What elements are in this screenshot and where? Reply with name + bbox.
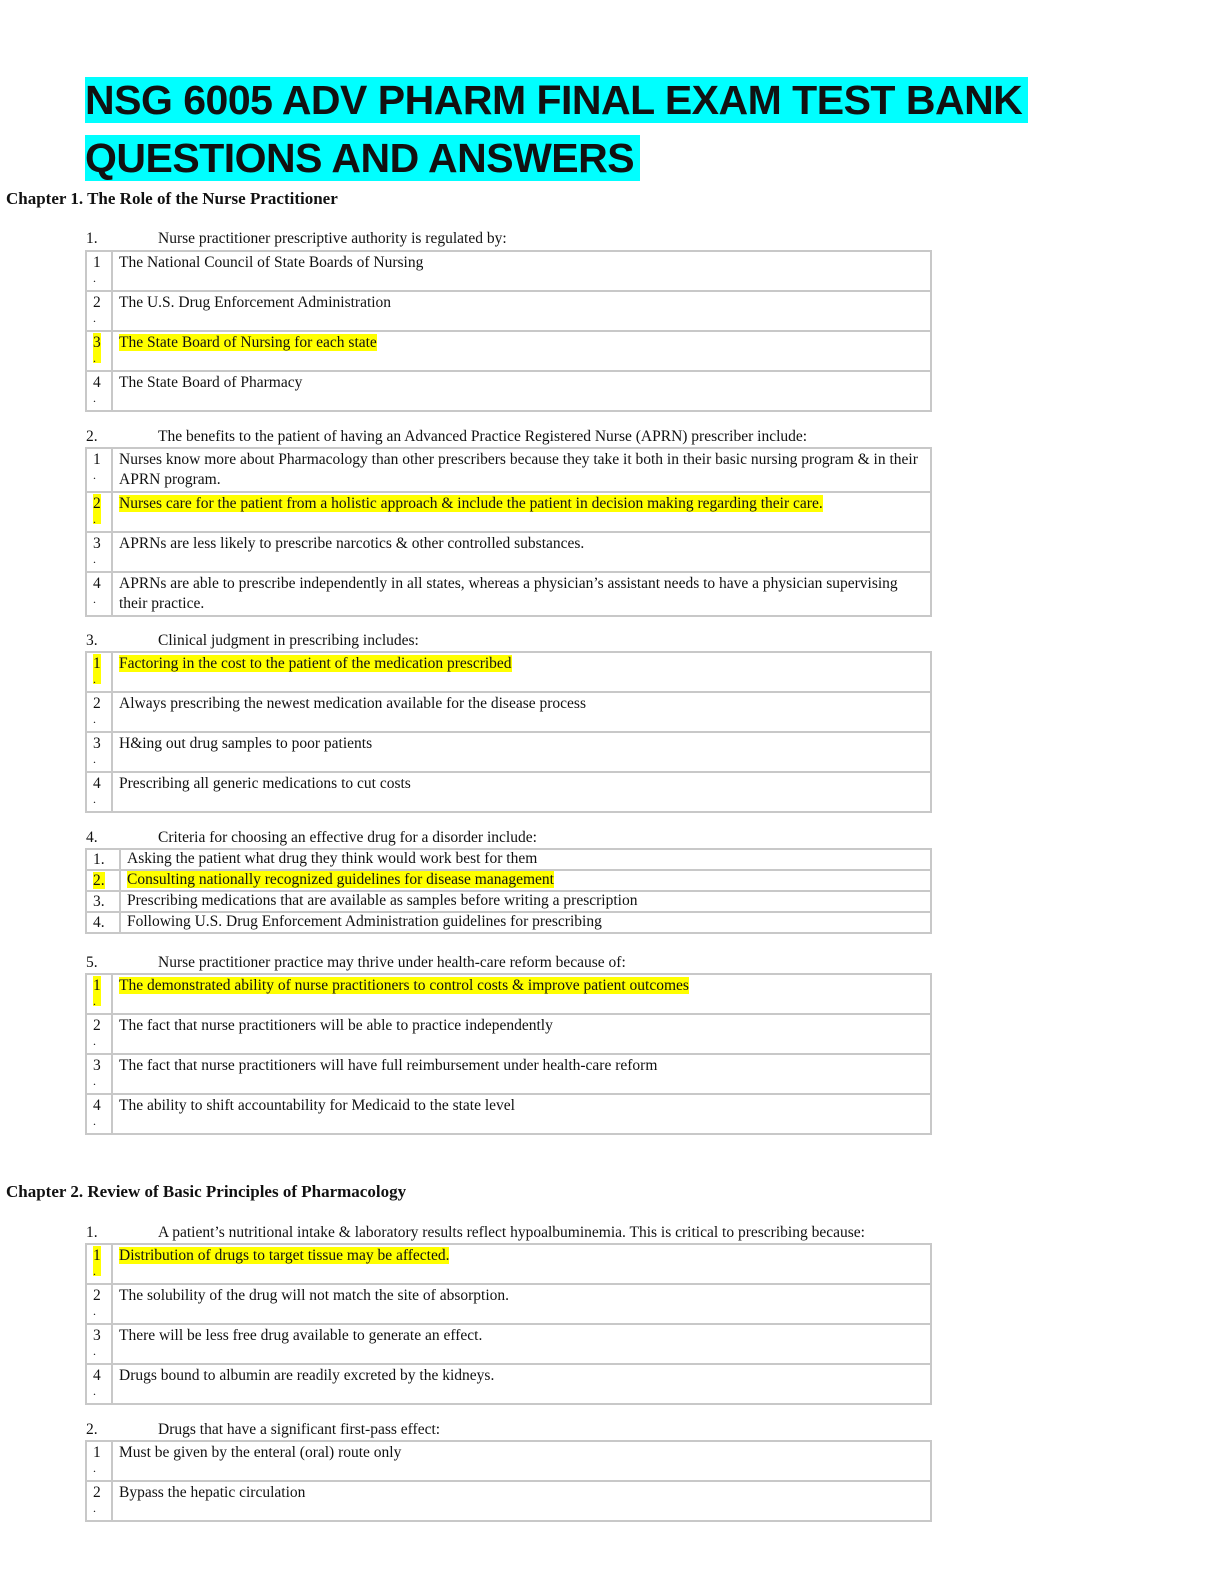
question: [86, 1421, 440, 1439]
option-number: 2 .: [86, 291, 112, 331]
title-line-1: NSG 6005 ADV PHARM FINAL EXAM TEST BANK: [85, 71, 1045, 129]
answer-option-correct: [86, 331, 931, 371]
option-number: 3 .: [86, 732, 112, 772]
answer-option: [86, 692, 931, 732]
question-text: Nurse practitioner practice may thrive under health-care reform because of:: [158, 954, 626, 971]
option-text: The ability to shift accountability for Medicaid to the state level: [112, 1094, 931, 1134]
option-number: 4 .: [86, 1364, 112, 1404]
title-line-2: QUESTIONS AND ANSWERS: [85, 129, 1045, 187]
question-text: Drugs that have a significant first-pass effect:: [158, 1421, 441, 1438]
answer-option: [86, 1324, 931, 1364]
answer-option: [86, 849, 931, 870]
question-number: 2.: [86, 1421, 98, 1438]
option-text: Prescribing medications that are available as samples before writing a prescription: [120, 891, 931, 912]
option-text: Consulting nationally recognized guidelines for disease management: [120, 870, 931, 891]
answer-option: [86, 891, 931, 912]
option-text: The demonstrated ability of nurse practitioners to control costs & improve patient outcomes: [112, 974, 931, 1014]
option-number: 3 .: [86, 331, 112, 371]
answer-table: [85, 250, 932, 412]
question-number: 3.: [86, 632, 98, 649]
option-number: 1 .: [86, 974, 112, 1014]
option-number: 2 .: [86, 1481, 112, 1521]
option-text: H&ing out drug samples to poor patients: [112, 732, 931, 772]
question-number: 1.: [86, 230, 98, 247]
answer-option-correct: [86, 870, 931, 891]
answer-option: [86, 448, 931, 492]
option-text: The State Board of Pharmacy: [112, 371, 931, 411]
option-number: 1 .: [86, 652, 112, 692]
question: [86, 632, 419, 650]
option-text: The fact that nurse practitioners will have full reimbursement under health-care reform: [112, 1054, 931, 1094]
option-number: 1.: [86, 849, 120, 870]
chapter-heading: Chapter 1. The Role of the Nurse Practitioner: [6, 189, 338, 208]
option-text: APRNs are less likely to prescribe narcotics & other controlled substances.: [112, 532, 931, 572]
option-number: 2 .: [86, 1014, 112, 1054]
question: [86, 428, 807, 446]
answer-table: [85, 1440, 932, 1522]
chapter-heading: Chapter 2. Review of Basic Principles of Pharmacology: [6, 1182, 407, 1201]
answer-option: [86, 732, 931, 772]
document-title: [85, 71, 1045, 187]
question: [86, 230, 507, 248]
question-number: 5.: [86, 954, 98, 971]
question-text: Nurse practitioner prescriptive authority is regulated by:: [158, 230, 507, 247]
option-text: Distribution of drugs to target tissue may be affected.: [112, 1244, 931, 1284]
answer-option: [86, 572, 931, 616]
answer-table: [85, 973, 932, 1135]
option-text: The U.S. Drug Enforcement Administration: [112, 291, 931, 331]
option-number: 3 .: [86, 1054, 112, 1094]
option-number: 2 .: [86, 1284, 112, 1324]
answer-table: [85, 447, 932, 617]
option-number: 1 .: [86, 448, 112, 492]
question-number: 1.: [86, 1224, 98, 1241]
option-text: Following U.S. Drug Enforcement Administration guidelines for prescribing: [120, 912, 931, 933]
option-text: The solubility of the drug will not match the site of absorption.: [112, 1284, 931, 1324]
question: [86, 829, 537, 847]
answer-option: [86, 1054, 931, 1094]
option-text: Drugs bound to albumin are readily excreted by the kidneys.: [112, 1364, 931, 1404]
question-text: Criteria for choosing an effective drug for a disorder include:: [158, 829, 537, 846]
option-text: Bypass the hepatic circulation: [112, 1481, 931, 1521]
answer-option-correct: [86, 492, 931, 532]
option-number: 4.: [86, 912, 120, 933]
option-text: Always prescribing the newest medication available for the disease process: [112, 692, 931, 732]
option-number: 3.: [86, 891, 120, 912]
option-number: 4 .: [86, 572, 112, 616]
question-text: A patient’s nutritional intake & laboratory results reflect hypoalbuminemia. This is critical to prescribing because:: [158, 1224, 865, 1241]
answer-option: [86, 532, 931, 572]
answer-option-correct: [86, 652, 931, 692]
option-number: 4 .: [86, 1094, 112, 1134]
question: [86, 954, 626, 972]
answer-option: [86, 1094, 931, 1134]
answer-option: [86, 1284, 931, 1324]
answer-option: [86, 291, 931, 331]
question-text: The benefits to the patient of having an Advanced Practice Registered Nurse (APRN) prescriber include:: [158, 428, 808, 445]
option-text: Asking the patient what drug they think would work best for them: [120, 849, 931, 870]
option-text: The fact that nurse practitioners will be able to practice independently: [112, 1014, 931, 1054]
answer-table: [85, 1243, 932, 1405]
option-number: 1 .: [86, 1244, 112, 1284]
answer-table: [85, 651, 932, 813]
option-number: 2.: [86, 870, 120, 891]
answer-option: [86, 371, 931, 411]
answer-table: [85, 848, 932, 934]
answer-option: [86, 1481, 931, 1521]
option-number: 2 .: [86, 492, 112, 532]
option-text: Nurses care for the patient from a holistic approach & include the patient in decision making regarding their care.: [112, 492, 931, 532]
option-text: There will be less free drug available to generate an effect.: [112, 1324, 931, 1364]
answer-option-correct: [86, 974, 931, 1014]
option-number: 3 .: [86, 532, 112, 572]
option-number: 4 .: [86, 772, 112, 812]
option-text: Factoring in the cost to the patient of the medication prescribed: [112, 652, 931, 692]
option-number: 1 .: [86, 1441, 112, 1481]
answer-option: [86, 1364, 931, 1404]
option-number: 1 .: [86, 251, 112, 291]
question: [86, 1224, 865, 1242]
option-text: APRNs are able to prescribe independently in all states, whereas a physician’s assistant needs to have a physician supervising their practice.: [112, 572, 931, 616]
question-number: 4.: [86, 829, 98, 846]
question-text: Clinical judgment in prescribing includes:: [158, 632, 419, 649]
option-number: 2 .: [86, 692, 112, 732]
answer-option: [86, 912, 931, 933]
answer-option: [86, 1014, 931, 1054]
question-number: 2.: [86, 428, 98, 445]
answer-option: [86, 1441, 931, 1481]
option-text: Prescribing all generic medications to cut costs: [112, 772, 931, 812]
option-text: The National Council of State Boards of Nursing: [112, 251, 931, 291]
option-text: Nurses know more about Pharmacology than other prescribers because they take it both in their basic nursing program & in their APRN program.: [112, 448, 931, 492]
option-text: Must be given by the enteral (oral) route only: [112, 1441, 931, 1481]
option-text: The State Board of Nursing for each state: [112, 331, 931, 371]
answer-option: [86, 772, 931, 812]
answer-option-correct: [86, 1244, 931, 1284]
option-number: 3 .: [86, 1324, 112, 1364]
option-number: 4 .: [86, 371, 112, 411]
answer-option: [86, 251, 931, 291]
